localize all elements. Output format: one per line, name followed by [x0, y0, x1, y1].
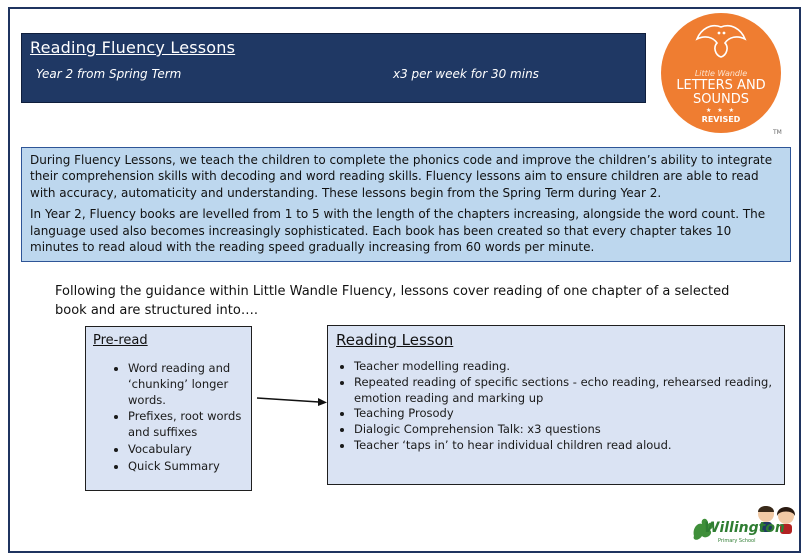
info-paragraph-1: During Fluency Lessons, we teach the children to complete the phonics code and improve the children’s ability to integrate their comprehension skills with decoding and word reading skills. Fluency lessons aim to ensure children are able to read with accuracy, automaticity and understanding. These lessons begin from the Spring Term during Year 2.: [30, 153, 773, 200]
reading-lesson-title: Reading Lesson: [336, 331, 454, 349]
intro-text: Following the guidance within Little Wandle Fluency, lessons cover reading of one chapter of a selected book and are structured into….: [55, 284, 730, 318]
school-name: Willington: [704, 520, 785, 536]
frequency-label: x3 per week for 30 mins: [393, 67, 539, 81]
list-item: • Word reading and ‘chunking’ longer words.: [128, 361, 244, 408]
reading-lesson-box: [327, 325, 785, 485]
logo-text-revised: REVISED: [701, 115, 741, 124]
arrow-icon: [255, 394, 329, 408]
list-item: • Vocabulary: [128, 442, 244, 458]
page-title: Reading Fluency Lessons: [30, 38, 236, 57]
logo-text-sounds: SOUNDS: [693, 92, 749, 107]
list-item: • Prefixes, root words and suffixes: [128, 409, 244, 441]
list-item: • Repeated reading of specific sections - echo reading, rehearsed reading, emotion reading and marking up: [354, 375, 776, 407]
logo-text-letters-and: LETTERS AND: [676, 78, 766, 93]
list-item: • Quick Summary: [128, 459, 244, 475]
logo-stars: ★ ★ ★: [706, 107, 736, 114]
reading-lesson-list: [336, 359, 776, 454]
school-subtitle: Primary School: [718, 538, 756, 544]
pre-read-title: Pre-read: [93, 333, 148, 348]
year-group-label: Year 2 from Spring Term: [36, 67, 182, 81]
list-item: • Teaching Prosody: [354, 406, 776, 422]
pre-read-list: [93, 361, 244, 475]
school-logo: [690, 502, 800, 550]
owl-icon: [693, 21, 749, 61]
list-item: • Teacher ‘taps in’ to hear individual children read aloud.: [354, 438, 776, 454]
info-paragraph-2: In Year 2, Fluency books are levelled from 1 to 5 with the length of the chapters increasing, alongside the word count. The language used also becomes increasingly sophisticated. Each book has been created so that every chapter takes 10 minutes to read aloud with the reading speed gradually increasing from 60 words per minute.: [30, 207, 766, 255]
letters-and-sounds-logo: [661, 13, 785, 137]
pre-read-box: [85, 326, 252, 491]
logo-text-little-wandle: Little Wandle: [694, 69, 748, 78]
header-banner: [21, 33, 646, 103]
logo-trademark: TM: [773, 129, 782, 136]
fluency-info-box: [21, 147, 791, 262]
list-item: • Teacher modelling reading.: [354, 359, 776, 375]
list-item: • Dialogic Comprehension Talk: x3 questions: [354, 422, 776, 438]
